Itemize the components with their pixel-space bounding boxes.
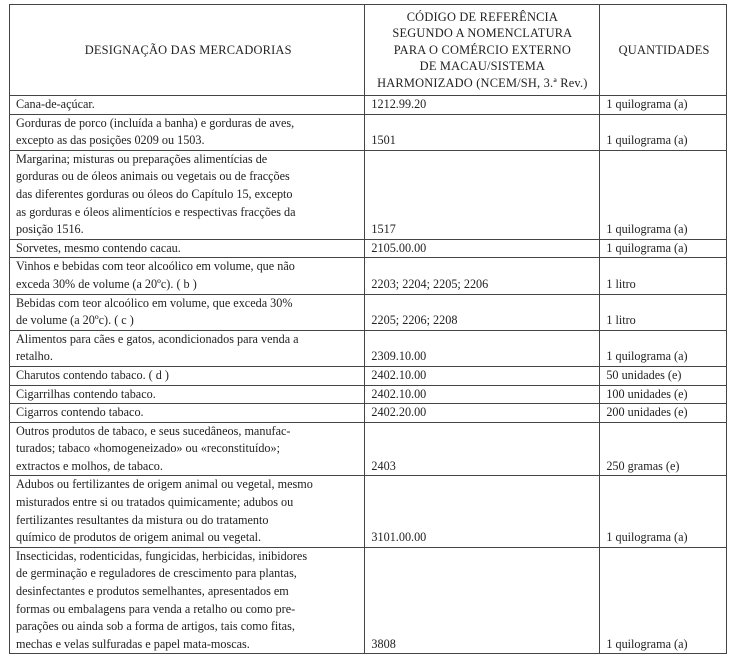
description-text: Insecticidas, rodenticidas, fungicidas, herbicidas, inibidores de germinação e reguladores de crescimento para plantas, desinfectantes e produtos semelhantes, apresentados em formas ou embalagens para venda a retalho ou como pre- parações ou ainda sob a forma de artigos, tais como fitas, mechas e velas sulfuradas e papel mata-moscas. <box>16 548 308 651</box>
row-code: 2309.10.00 <box>365 330 600 366</box>
table-row <box>10 404 727 423</box>
row-description <box>10 366 365 385</box>
description-text: Sorvetes, mesmo contendo cacau. <box>16 240 181 255</box>
description-text: Alimentos para cães e gatos, acondicionados para venda a retalho. <box>16 331 299 364</box>
description-text: Gorduras de porco (incluída a banha) e gorduras de aves, excepto as das posições 0209 ou 1503. <box>16 115 295 148</box>
row-description <box>10 258 365 294</box>
row-quantity: 200 unidades (e) <box>600 404 727 423</box>
row-code: 2402.10.00 <box>365 366 600 385</box>
goods-table <box>9 4 727 654</box>
row-code: 3808 <box>365 547 600 654</box>
description-text: Adubos ou fertilizantes de origem animal ou vegetal, mesmo misturados entre si ou tratados quimicamente; adubos ou fertilizantes resultantes da mistura ou do tratamento químico de produtos de origem animal ou vegetal. <box>16 477 313 545</box>
description-text: Charutos contendo tabaco. ( d ) <box>16 367 169 382</box>
row-code: 2203; 2204; 2205; 2206 <box>365 258 600 294</box>
row-code: 3101.00.00 <box>365 476 600 547</box>
row-description <box>10 422 365 476</box>
row-quantity: 1 quilograma (a) <box>600 547 727 654</box>
table-row <box>10 476 727 547</box>
table-row <box>10 96 727 115</box>
row-description <box>10 476 365 547</box>
row-description <box>10 294 365 330</box>
row-quantity: 1 quilograma (a) <box>600 114 727 150</box>
header-quantities: QUANTIDADES <box>600 5 727 96</box>
table-row <box>10 150 727 239</box>
row-code: 2402.10.00 <box>365 385 600 404</box>
table-row <box>10 239 727 258</box>
row-quantity: 1 quilograma (a) <box>600 476 727 547</box>
row-quantity: 1 quilograma (a) <box>600 150 727 239</box>
row-quantity: 1 quilograma (a) <box>600 330 727 366</box>
row-quantity: 50 unidades (e) <box>600 366 727 385</box>
header-designation: DESIGNAÇÃO DAS MERCADORIAS <box>10 5 365 96</box>
header-code-line: PARA O COMÉRCIO EXTERNO <box>393 42 572 57</box>
table-row <box>10 294 727 330</box>
header-code-line: DE MACAU/SISTEMA <box>419 59 546 74</box>
row-code: 2402.20.00 <box>365 404 600 423</box>
description-text: Vinhos e bebidas com teor alcoólico em volume, que não exceda 30% de volume (a 20ºc). ( b ) <box>16 259 295 291</box>
description-text: Margarina; misturas ou preparações alimentícias de gorduras ou de óleos animais ou vegetais ou de fracções das diferentes gorduras ou óleos do Capítulo 15, excepto as gorduras e óleos alimentícios e respectivas fracções da posição 1516. <box>16 151 296 237</box>
row-description <box>10 330 365 366</box>
table-row <box>10 422 727 476</box>
row-description <box>10 404 365 423</box>
header-code-line: HARMONIZADO (NCEM/SH, 3.ª Rev.) <box>377 75 588 90</box>
row-quantity: 1 quilograma (a) <box>600 96 727 115</box>
row-code: 1501 <box>365 114 600 150</box>
table-row <box>10 114 727 150</box>
row-description <box>10 239 365 258</box>
row-quantity: 250 gramas (e) <box>600 422 727 476</box>
table-row <box>10 385 727 404</box>
table-row <box>10 547 727 654</box>
row-quantity: 1 quilograma (a) <box>600 239 727 258</box>
table-row <box>10 330 727 366</box>
row-description <box>10 114 365 150</box>
row-quantity: 1 litro <box>600 258 727 294</box>
row-quantity: 100 unidades (e) <box>600 385 727 404</box>
row-quantity: 1 litro <box>600 294 727 330</box>
header-code-line: CÓDIGO DE REFERÊNCIA <box>406 9 559 24</box>
description-text: Cana-de-açúcar. <box>16 97 95 111</box>
row-code: 1212.99.20 <box>365 96 600 115</box>
table-row <box>10 258 727 294</box>
table-row <box>10 366 727 385</box>
row-description <box>10 547 365 654</box>
row-code: 2205; 2206; 2208 <box>365 294 600 330</box>
description-text: Outros produtos de tabaco, e seus sucedâneos, manufac- turados; tabaco «homogeneizado» ou «reconstituído»; extractos e molhos, de tabaco. <box>16 423 291 473</box>
description-text: Bebidas com teor alcoólico em volume, que exceda 30% de volume (a 20ºc). ( c ) <box>16 295 293 328</box>
row-description <box>10 385 365 404</box>
row-description <box>10 96 365 115</box>
row-code: 2105.00.00 <box>365 239 600 258</box>
header-reference-code <box>365 5 600 96</box>
description-text: Cigarrilhas contendo tabaco. <box>16 386 156 401</box>
row-code: 1517 <box>365 150 600 239</box>
header-code-line: SEGUNDO A NOMENCLATURA <box>392 26 573 41</box>
row-code: 2403 <box>365 422 600 476</box>
table-header-row <box>10 5 727 96</box>
description-text: Cigarros contendo tabaco. <box>16 405 144 420</box>
row-description <box>10 150 365 239</box>
